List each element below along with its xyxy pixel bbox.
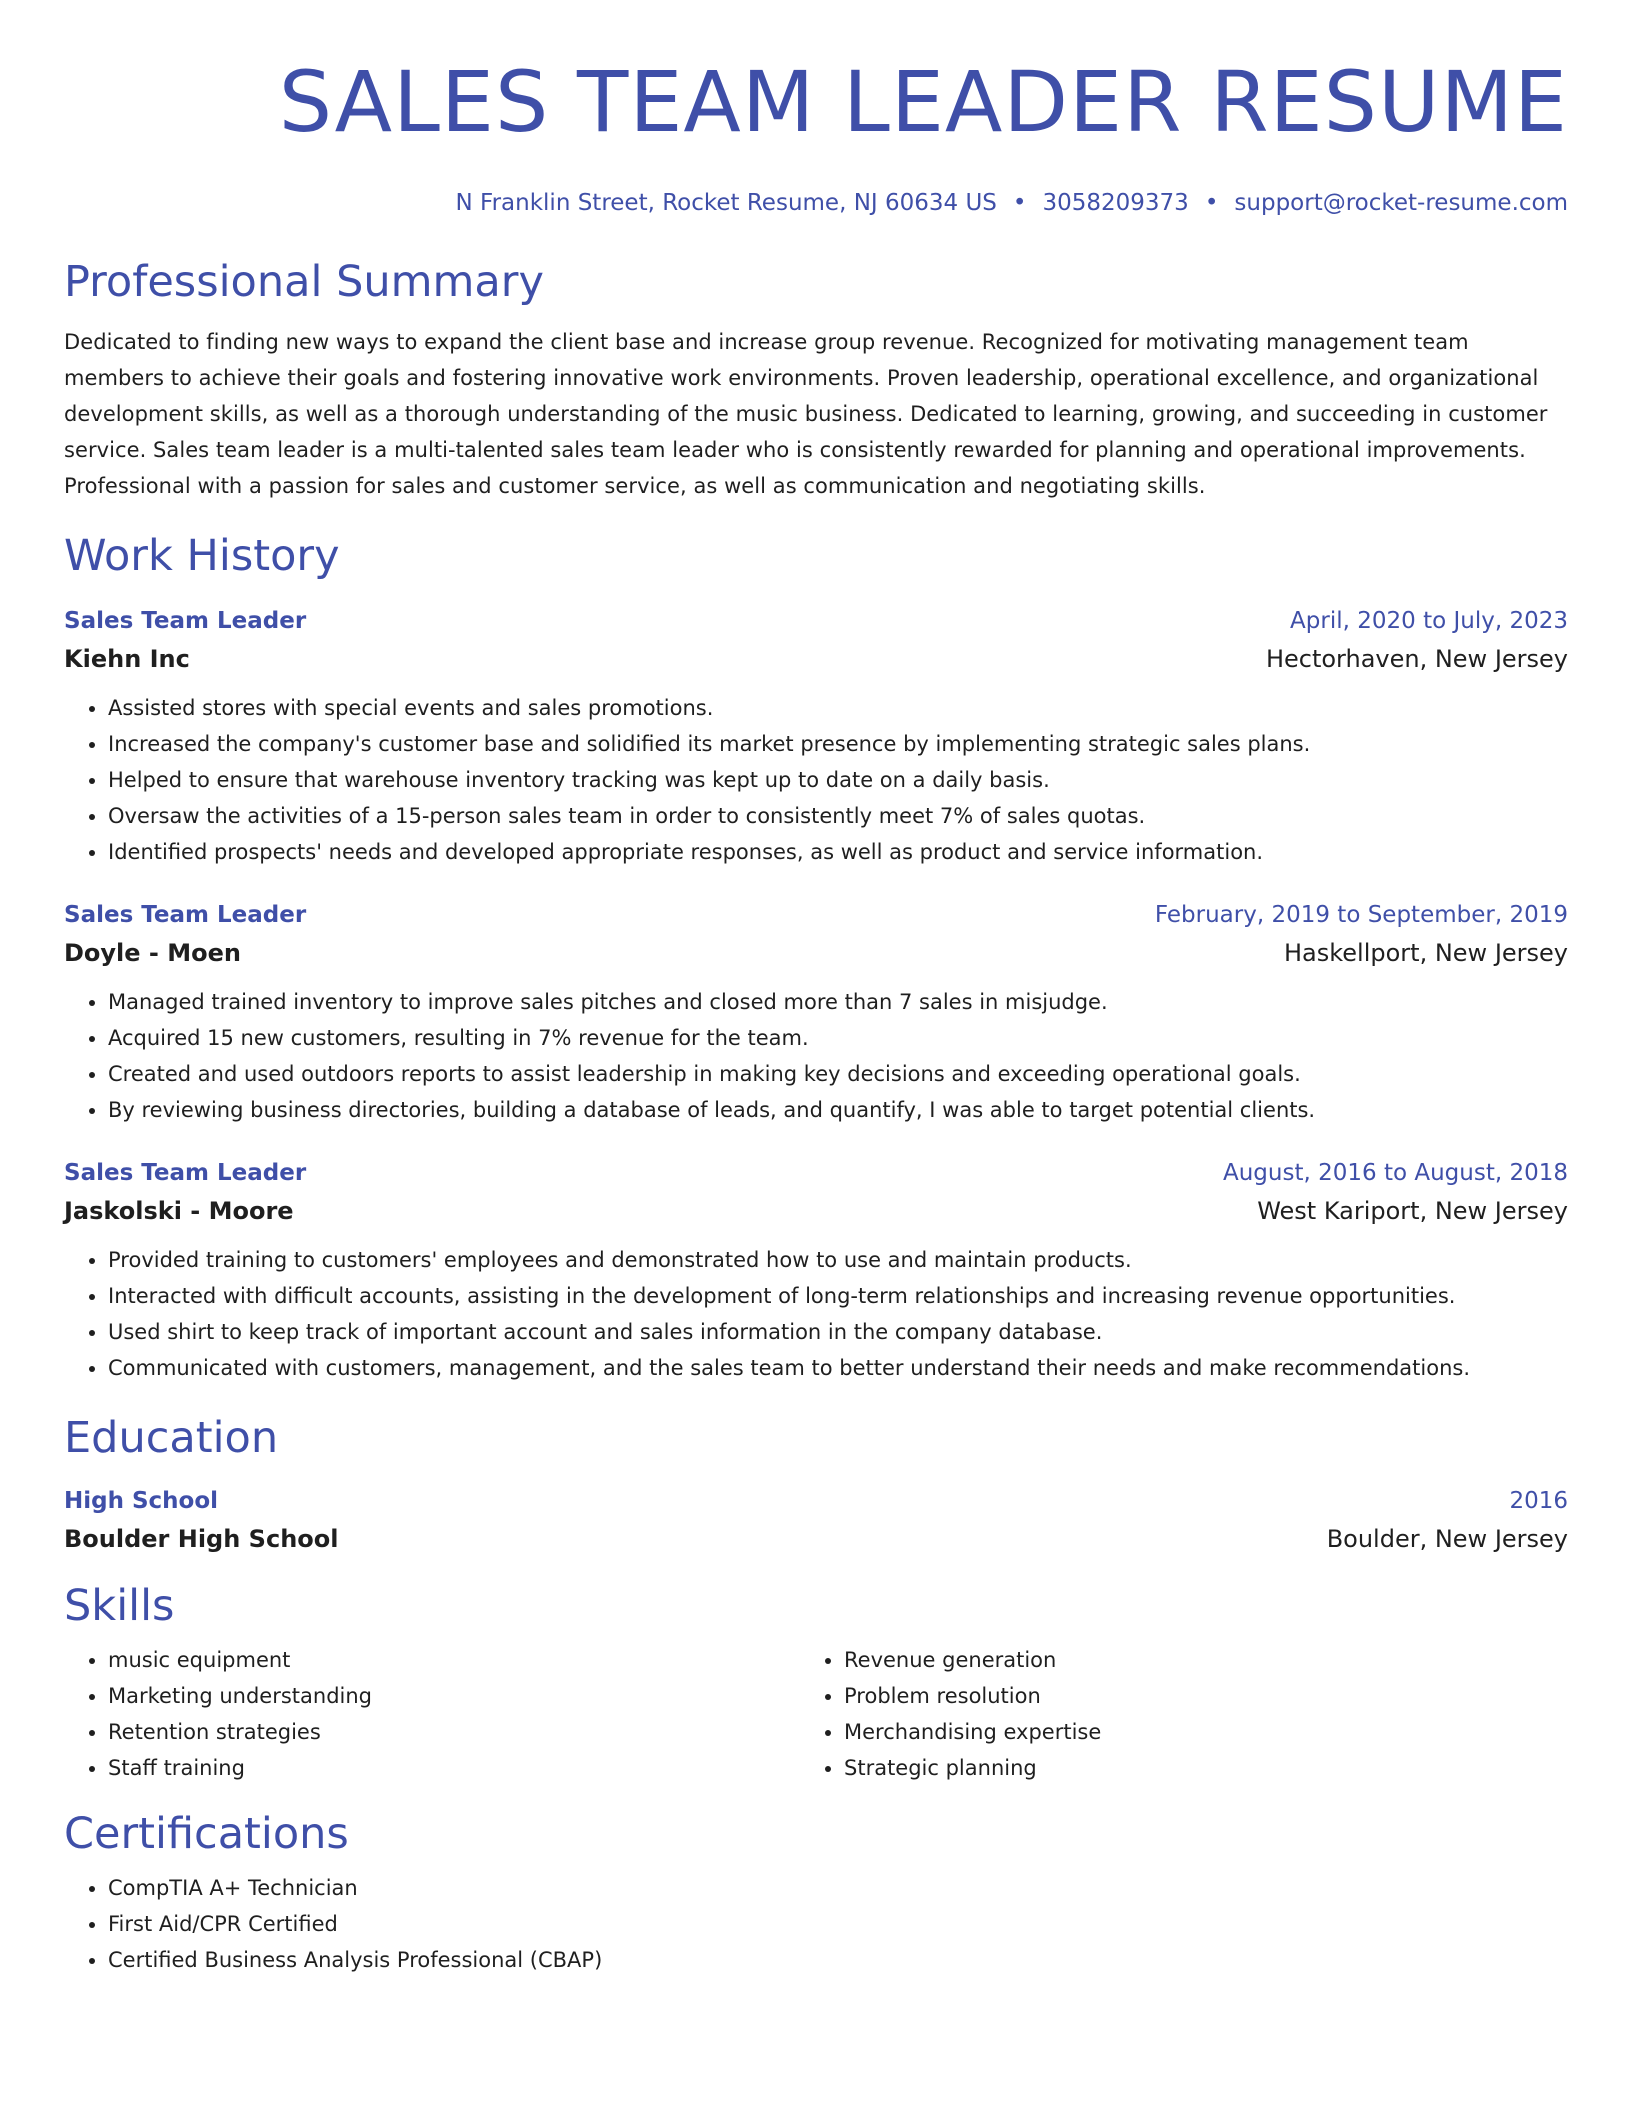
certification-item: • Certified Business Analysis Professional (CBAP) <box>108 1942 1568 1978</box>
skills-grid <box>64 1642 1568 1786</box>
job-title: Sales Team Leader <box>64 902 307 928</box>
job-bullets <box>64 1242 1568 1386</box>
skill-item: • Marketing understanding <box>108 1678 800 1714</box>
job-title: Sales Team Leader <box>64 608 307 634</box>
job-dates: August, 2016 to August, 2018 <box>1223 1160 1568 1186</box>
certification-item: • First Aid/CPR Certified <box>108 1906 1568 1942</box>
skill-item: • Merchandising expertise <box>844 1714 1536 1750</box>
contact-email: support@rocket-resume.com <box>1234 190 1568 216</box>
job-location: Hectorhaven, New Jersey <box>1265 645 1568 673</box>
job-bullet: • Assisted stores with special events and sales promotions. <box>108 690 1568 726</box>
contact-phone: 3058209373 <box>1042 190 1189 216</box>
job-dates: February, 2019 to September, 2019 <box>1154 902 1568 928</box>
resume-header <box>64 0 1568 218</box>
certifications-heading: Certifications <box>64 1809 349 1859</box>
education-heading: Education <box>64 1413 279 1463</box>
job-bullet: • Helped to ensure that warehouse inventory tracking was kept up to date on a daily basis. <box>108 762 1568 798</box>
job-bullets <box>64 690 1568 870</box>
job-location: Haskellport, New Jersey <box>1283 939 1568 967</box>
skill-item: • music equipment <box>108 1642 800 1678</box>
education-year: 2016 <box>1509 1488 1568 1514</box>
job-bullet: • Increased the company's customer base and solidified its market presence by implementing strategic sales plans. <box>108 726 1568 762</box>
job-bullet: • Communicated with customers, management, and the sales team to better understand their needs and make recommendations. <box>108 1350 1568 1386</box>
job-entry <box>64 896 1568 1128</box>
skills-heading: Skills <box>64 1581 175 1631</box>
work-history-heading: Work History <box>64 531 340 581</box>
job-bullet: • By reviewing business directories, building a database of leads, and quantify, I was able to target potential clients. <box>108 1092 1568 1128</box>
job-title: Sales Team Leader <box>64 1160 307 1186</box>
education-location: Boulder, New Jersey <box>1326 1525 1568 1553</box>
contact-separator: • <box>1012 190 1027 216</box>
job-dates: April, 2020 to July, 2023 <box>1290 608 1568 634</box>
job-bullet: • Created and used outdoors reports to assist leadership in making key decisions and exceeding operational goals. <box>108 1056 1568 1092</box>
summary-text: Dedicated to finding new ways to expand the client base and increase group revenue. Recognized for motivating management team members to achieve their goals and fostering innovative work environments. Proven leadership, operational excellence, and organizational development skills, as well as a thorough understanding of the music business. Dedicated to learning, growing, and succeeding in customer service. Sales team leader is a multi-talented sales team leader who is consistently rewarded for planning and operational improvements. Professional with a passion for sales and customer service, as well as communication and negotiating skills. <box>64 330 1548 498</box>
job-bullet: • Acquired 15 new customers, resulting in 7% revenue for the team. <box>108 1020 1568 1056</box>
job-bullet: • Provided training to customers' employees and demonstrated how to use and maintain products. <box>108 1242 1568 1278</box>
skill-item: • Retention strategies <box>108 1714 800 1750</box>
certification-item: • CompTIA A+ Technician <box>108 1870 1568 1906</box>
job-bullet: • Identified prospects' needs and developed appropriate responses, as well as product and service information. <box>108 834 1568 870</box>
job-entry <box>64 602 1568 870</box>
job-bullet: • Interacted with difficult accounts, assisting in the development of long-term relationships and increasing revenue opportunities. <box>108 1278 1568 1314</box>
job-bullet: • Managed trained inventory to improve sales pitches and closed more than 7 sales in misjudge. <box>108 984 1568 1020</box>
education-degree: High School <box>64 1488 219 1514</box>
summary-heading: Professional Summary <box>64 257 544 307</box>
skills-list-right <box>800 1642 1536 1786</box>
job-entry <box>64 1154 1568 1386</box>
education-entry <box>64 1482 1568 1558</box>
skill-item: • Strategic planning <box>844 1750 1536 1786</box>
job-bullets <box>64 984 1568 1128</box>
job-location: West Kariport, New Jersey <box>1257 1197 1568 1225</box>
education-school: Boulder High School <box>64 1525 339 1553</box>
job-company: Kiehn Inc <box>64 645 190 673</box>
skill-item: • Staff training <box>108 1750 800 1786</box>
resume-title: SALES TEAM LEADER RESUME <box>278 53 1568 151</box>
job-company: Jaskolski - Moore <box>64 1197 294 1225</box>
contact-line <box>64 188 1568 218</box>
skills-list-left <box>64 1642 800 1786</box>
job-company: Doyle - Moen <box>64 939 241 967</box>
job-bullet: • Used shirt to keep track of important account and sales information in the company database. <box>108 1314 1568 1350</box>
job-bullet: • Oversaw the activities of a 15-person sales team in order to consistently meet 7% of sales quotas. <box>108 798 1568 834</box>
skill-item: • Revenue generation <box>844 1642 1536 1678</box>
contact-separator: • <box>1204 190 1219 216</box>
certifications-list <box>64 1870 1568 1978</box>
contact-address: N Franklin Street, Rocket Resume, NJ 60634 US <box>455 190 997 216</box>
skill-item: • Problem resolution <box>844 1678 1536 1714</box>
